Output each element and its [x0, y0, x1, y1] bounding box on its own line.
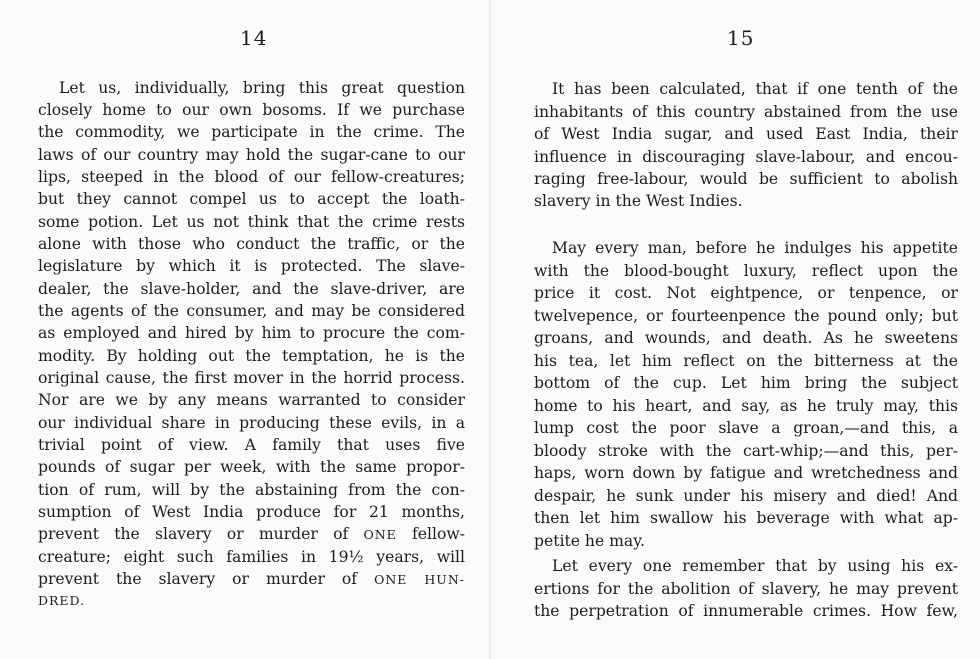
text-line: inhabitants of this country abstained from the use	[534, 103, 958, 121]
text-line: pounds of sugar per week, with the same propor-	[38, 458, 465, 476]
text-line: Nor are we by any means warranted to consider	[38, 391, 465, 409]
text-line: twelvepence, or fourteenpence the pound only; but	[534, 307, 958, 325]
text-line: petite he may.	[534, 532, 645, 550]
text-line: Let us, individually, bring this great question	[59, 79, 465, 97]
text-line: ertions for the abolition of slavery, he may prevent	[534, 580, 958, 598]
text-line-mixed	[38, 524, 465, 545]
text-line: influence in discouraging slave-labour, and encou-	[534, 148, 958, 166]
text-line: with the blood-bought luxury, reflect upon the	[534, 262, 958, 280]
text-line: Let every one remember that by using his ex-	[552, 557, 958, 575]
text-line: legislature by which it is protected. The slave-	[38, 257, 465, 275]
page-number-right: 15	[727, 26, 755, 50]
text-line: creature; eight such families in 19½ years, will	[38, 548, 465, 566]
text-line: home to his heart, and say, as he truly may, this	[534, 397, 958, 415]
text-line: May every man, before he indulges his appetite	[552, 239, 958, 257]
text-line: raging free-labour, would be sufficient to abolish	[534, 170, 958, 188]
text-line: lips, steeped in the blood of our fellow-creatures;	[38, 168, 465, 186]
text-line: slavery in the West Indies.	[534, 192, 743, 210]
text-line: bottom of the cup. Let him bring the subject	[534, 374, 958, 392]
text-line: lump cost the poor slave a groan,—and this, a	[534, 419, 958, 437]
text-line: DRED.	[38, 593, 86, 608]
text-line: then let him swallow his beverage with what ap-	[534, 509, 958, 527]
text-run: fellow-	[412, 525, 465, 543]
text-run: prevent the slavery or murder of	[38, 570, 358, 588]
text-line: It has been calculated, that if one tenth of the	[552, 80, 958, 98]
text-line: but they cannot compel us to accept the loath-	[38, 190, 465, 208]
text-line: the agents of the consumer, and may be considered	[38, 302, 465, 320]
text-line: tion of rum, will by the abstaining from the con-	[38, 481, 465, 499]
text-line: sumption of West India produce for 21 months,	[38, 503, 465, 521]
text-line: groans, and wounds, and death. As he sweetens	[534, 329, 958, 347]
text-line: our individual share in producing these evils, in a	[38, 414, 465, 432]
text-line: bloody stroke with the cart-whip;—and this, per-	[534, 442, 958, 460]
text-line: price it cost. Not eightpence, or tenpence, or	[534, 284, 958, 302]
text-line: despair, he sunk under his misery and died! And	[534, 487, 958, 505]
text-line: alone with those who conduct the traffic, or the	[38, 235, 465, 253]
text-line: haps, worn down by fatigue and wretchedness and	[534, 464, 958, 482]
text-line: the perpetration of innumerable crimes. How few,	[534, 602, 958, 620]
page-number-left: 14	[240, 26, 268, 50]
text-run: prevent the slavery or murder of	[38, 525, 349, 543]
text-line: modity. By holding out the temptation, he is the	[38, 347, 465, 365]
small-caps-one-hun: ONE HUN-	[374, 572, 465, 587]
text-line: dealer, the slave-holder, and the slave-driver, are	[38, 280, 465, 298]
text-line: some potion. Let us not think that the crime rests	[38, 213, 465, 231]
text-line: original cause, the first mover in the horrid process.	[38, 369, 465, 387]
right-page	[490, 0, 980, 659]
text-line-mixed	[38, 569, 465, 590]
text-line: his tea, let him reflect on the bitterness at the	[534, 352, 958, 370]
small-caps-one: ONE	[363, 527, 397, 542]
text-line: of West India sugar, and used East India, their	[534, 125, 958, 143]
text-line: trivial point of view. A family that uses five	[38, 436, 465, 454]
text-line: as employed and hired by him to procure the com-	[38, 324, 465, 342]
text-line: closely home to our own bosoms. If we purchase	[38, 101, 465, 119]
text-line: laws of our country may hold the sugar-cane to our	[38, 146, 465, 164]
text-line: the commodity, we participate in the crime. The	[38, 123, 465, 141]
